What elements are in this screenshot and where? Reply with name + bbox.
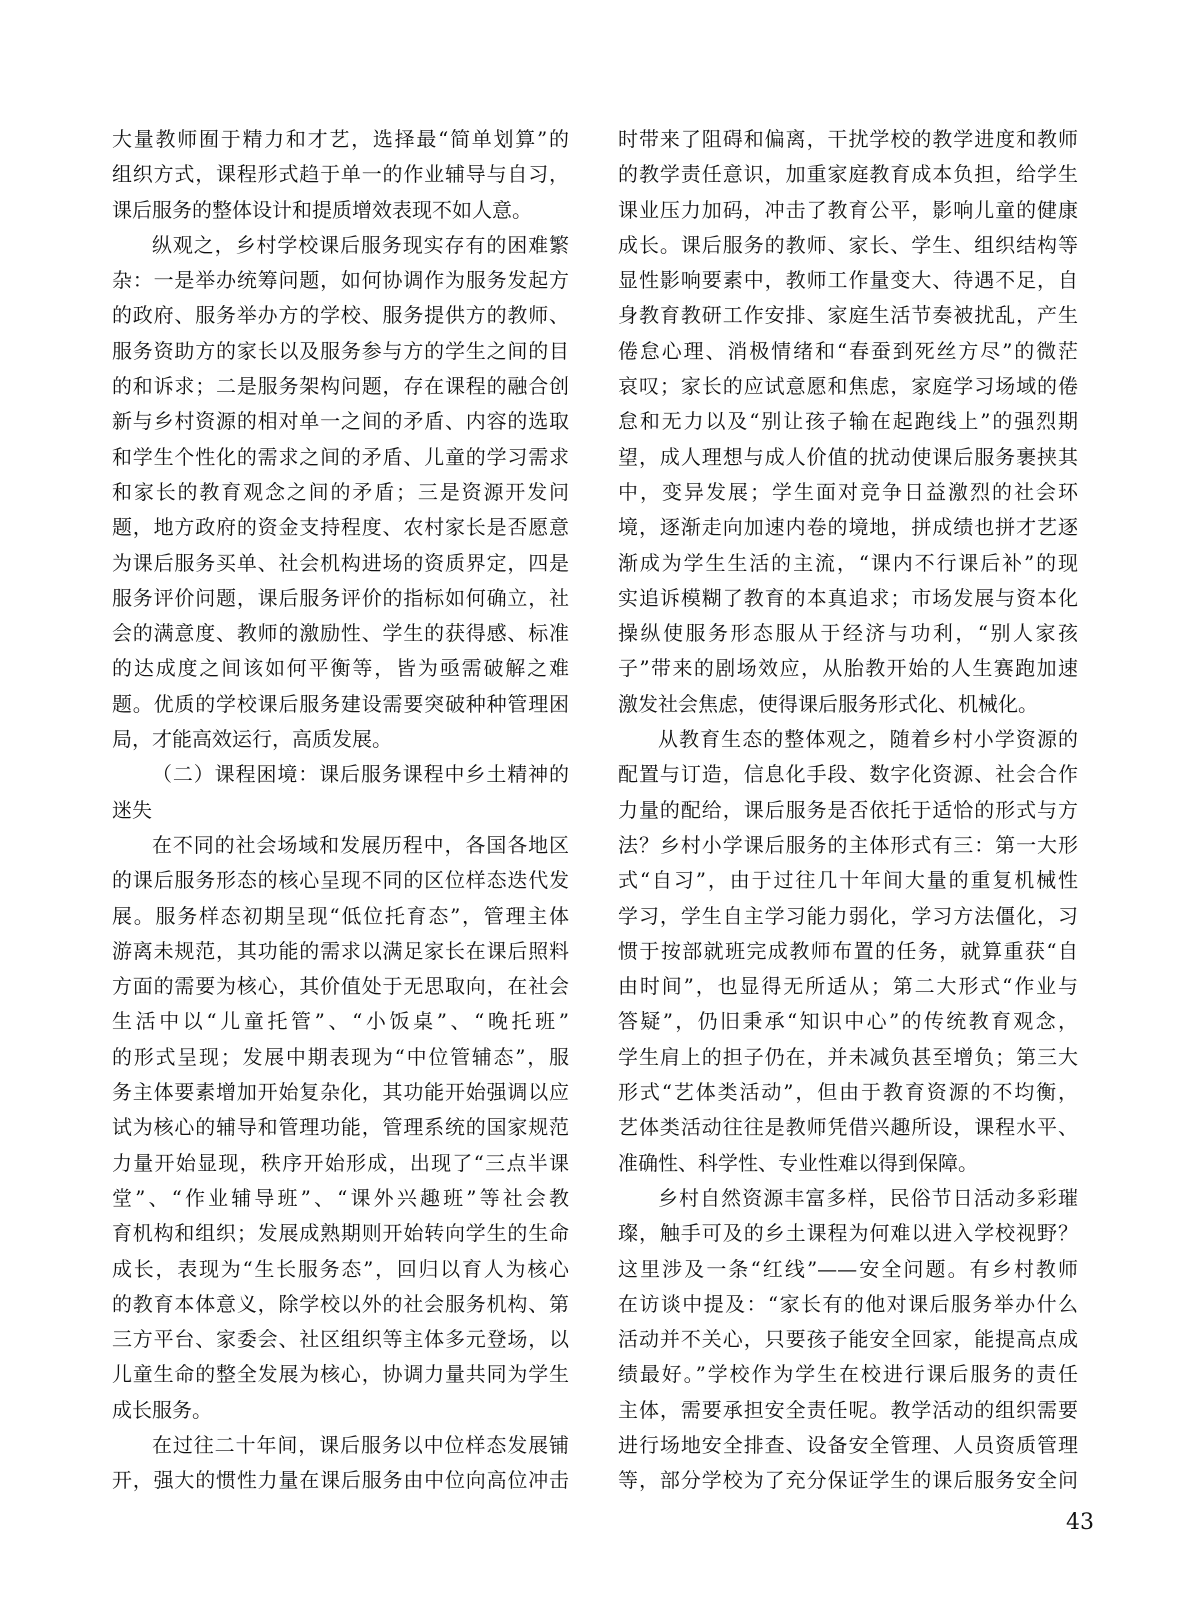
text-line: 渐成为学生生活的主流，“课内不行课后补”的现	[618, 550, 1078, 575]
text-line: 答疑”，仍旧秉承“知识中心”的传统教育观念，	[618, 1009, 1078, 1034]
text-line: 成长。课后服务的教师、家长、学生、组织结构等	[618, 232, 1078, 257]
text-line: 和家长的教育观念之间的矛盾；三是资源开发问	[112, 479, 569, 504]
text-line: 方面的需要为核心，其价值处于无思取向，在社会	[112, 974, 569, 999]
text-line: 的教育本体意义，除学校以外的社会服务机构、第	[112, 1291, 569, 1316]
text-line: 的和诉求；二是服务架构问题，存在课程的融合创	[112, 374, 569, 399]
text-line: 激发社会焦虑，使得课后服务形式化、机械化。	[618, 691, 1038, 716]
text-line: 形式“艺体类活动”，但由于教育资源的不均衡，	[618, 1080, 1078, 1105]
text-line: 学生肩上的担子仍在，并未减负甚至增负；第三大	[618, 1044, 1078, 1069]
text-line: 服务评价问题，课后服务评价的指标如何确立，社	[112, 585, 569, 610]
text-line: 这里涉及一条“红线”——安全问题。有乡村教师	[618, 1256, 1078, 1281]
text-line: 主体，需要承担安全责任呢。教学活动的组织需要	[618, 1397, 1078, 1422]
text-line: 的课后服务形态的核心呈现不同的区位样态迭代发	[112, 868, 569, 893]
text-line: 倦怠心理、消极情绪和“春蚕到死丝方尽”的微茫	[618, 338, 1078, 363]
text-line: 纵观之，乡村学校课后服务现实存有的困难繁	[152, 232, 569, 257]
text-line: 力量的配给，课后服务是否依托于适恰的形式与方	[618, 797, 1078, 822]
text-line: 的形式呈现；发展中期表现为“中位管辅态”，服	[112, 1044, 569, 1069]
text-line: 绩最好。”学校作为学生在校进行课后服务的责任	[618, 1362, 1078, 1387]
text-line: 展。服务样态初期呈现“低位托育态”，管理主体	[112, 903, 569, 928]
text-line: 璨，触手可及的乡土课程为何难以进入学校视野？	[618, 1221, 1078, 1246]
text-line: 的达成度之间该如何平衡等，皆为亟需破解之难	[112, 656, 569, 681]
text-line: 服务资助方的家长以及服务参与方的学生之间的目	[112, 338, 569, 363]
text-line: 学习，学生自主学习能力弱化，学习方法僵化，习	[618, 903, 1078, 928]
text-line: 课业压力加码，冲击了教育公平，影响儿童的健康	[618, 197, 1078, 222]
text-line: 成长，表现为“生长服务态”，回归以育人为核心	[112, 1256, 569, 1281]
text-line: 时带来了阻碍和偏离，干扰学校的教学进度和教师	[618, 127, 1078, 151]
text-line: 组织方式，课程形式趋于单一的作业辅导与自习，	[112, 162, 569, 187]
text-line: 惯于按部就班完成教师布置的任务，就算重获“自	[618, 938, 1078, 963]
text-line: 配置与订造，信息化手段、数字化资源、社会合作	[618, 762, 1078, 787]
text-line: 中，变异发展；学生面对竞争日益激烈的社会环	[618, 479, 1078, 504]
text-line: 等，部分学校为了充分保证学生的课后服务安全问	[618, 1468, 1078, 1493]
text-line: 身教育教研工作安排、家庭生活节奏被扰乱，产生	[618, 303, 1078, 328]
text-line: 实追诉模糊了教育的本真追求；市场发展与资本化	[618, 585, 1078, 610]
text-line: 境，逐渐走向加速内卷的境地，拼成绩也拼才艺逐	[618, 515, 1078, 540]
text-line: 活动并不关心，只要孩子能安全回家，能提高点成	[618, 1327, 1078, 1352]
text-line: 子”带来的剧场效应，从胎教开始的人生赛跑加速	[618, 656, 1078, 681]
text-line: 望，成人理想与成人价值的扰动使课后服务裹挟其	[618, 444, 1078, 469]
text-line: 在过往二十年间，课后服务以中位样态发展铺	[152, 1432, 569, 1457]
text-line: 进行场地安全排查、设备安全管理、人员资质管理	[618, 1432, 1078, 1457]
text-line: 三方平台、家委会、社区组织等主体多元登场，以	[112, 1327, 569, 1352]
text-line: 迷失	[112, 797, 152, 822]
text-line: 式“自习”，由于过往几十年间大量的重复机械性	[618, 868, 1078, 893]
text-line: 在访谈中提及：“家长有的他对课后服务举办什么	[618, 1291, 1078, 1316]
page-number: 43	[1066, 1510, 1094, 1535]
text-line: 显性影响要素中，教师工作量变大、待遇不足，自	[618, 268, 1078, 293]
text-line: 试为核心的辅导和管理功能，管理系统的国家规范	[112, 1115, 569, 1140]
text-line: 乡村自然资源丰富多样，民俗节日活动多彩璀	[658, 1185, 1078, 1210]
text-line: 题。优质的学校课后服务建设需要突破种种管理困	[112, 691, 569, 716]
text-line: 的政府、服务举办方的学校、服务提供方的教师、	[112, 303, 569, 328]
text-line: 游离未规范，其功能的需求以满足家长在课后照料	[112, 938, 569, 963]
text-line: 由时间”，也显得无所适从；第二大形式“作业与	[618, 974, 1078, 999]
text-line: 艺体类活动往往是教师凭借兴趣所设，课程水平、	[618, 1115, 1078, 1140]
text-line: 课后服务的整体设计和提质增效表现不如人意。	[112, 197, 532, 222]
text-line: 局，才能高效运行，高质发展。	[112, 727, 392, 752]
text-line: 大量教师囿于精力和才艺，选择最“简单划算”的	[112, 127, 569, 151]
text-line: 操纵使服务形态服从于经济与功利，“别人家孩	[618, 621, 1078, 646]
text-line: 力量开始显现，秩序开始形成，出现了“三点半课	[112, 1150, 569, 1175]
right-text-column	[618, 122, 1078, 1499]
text-line: 务主体要素增加开始复杂化，其功能开始强调以应	[112, 1080, 569, 1105]
text-line: 会的满意度、教师的激励性、学生的获得感、标准	[112, 621, 569, 646]
text-line: 怠和无力以及“别让孩子输在起跑线上”的强烈期	[618, 409, 1078, 434]
text-line: （二）课程困境：课后服务课程中乡土精神的	[152, 762, 569, 787]
text-line: 的教学责任意识，加重家庭教育成本负担，给学生	[618, 162, 1078, 187]
text-line: 开，强大的惯性力量在课后服务由中位向高位冲击	[112, 1468, 569, 1493]
text-line: 准确性、科学性、专业性难以得到保障。	[618, 1150, 978, 1175]
text-line: 为课后服务买单、社会机构进场的资质界定，四是	[112, 550, 569, 575]
text-line: 题，地方政府的资金支持程度、农村家长是否愿意	[112, 515, 569, 540]
text-line: 成长服务。	[112, 1397, 212, 1422]
text-line: 新与乡村资源的相对单一之间的矛盾、内容的选取	[112, 409, 569, 434]
text-line: 哀叹；家长的应试意愿和焦虑，家庭学习场域的倦	[618, 374, 1078, 399]
text-line: 在不同的社会场域和发展历程中，各国各地区	[152, 832, 569, 857]
text-line: 和学生个性化的需求之间的矛盾、儿童的学习需求	[112, 444, 569, 469]
text-line: 法？乡村小学课后服务的主体形式有三：第一大形	[618, 832, 1078, 857]
text-line: 从教育生态的整体观之，随着乡村小学资源的	[658, 727, 1078, 752]
text-line: 堂”、“作业辅导班”、“课外兴趣班”等社会教	[112, 1185, 569, 1210]
text-line: 儿童生命的整全发展为核心，协调力量共同为学生	[112, 1362, 569, 1387]
text-line: 生活中以“儿童托管”、“小饭桌”、“晚托班”	[112, 1009, 569, 1034]
left-text-column	[112, 122, 569, 1499]
text-line: 育机构和组织；发展成熟期则开始转向学生的生命	[112, 1221, 569, 1246]
text-line: 杂：一是举办统筹问题，如何协调作为服务发起方	[112, 268, 569, 293]
